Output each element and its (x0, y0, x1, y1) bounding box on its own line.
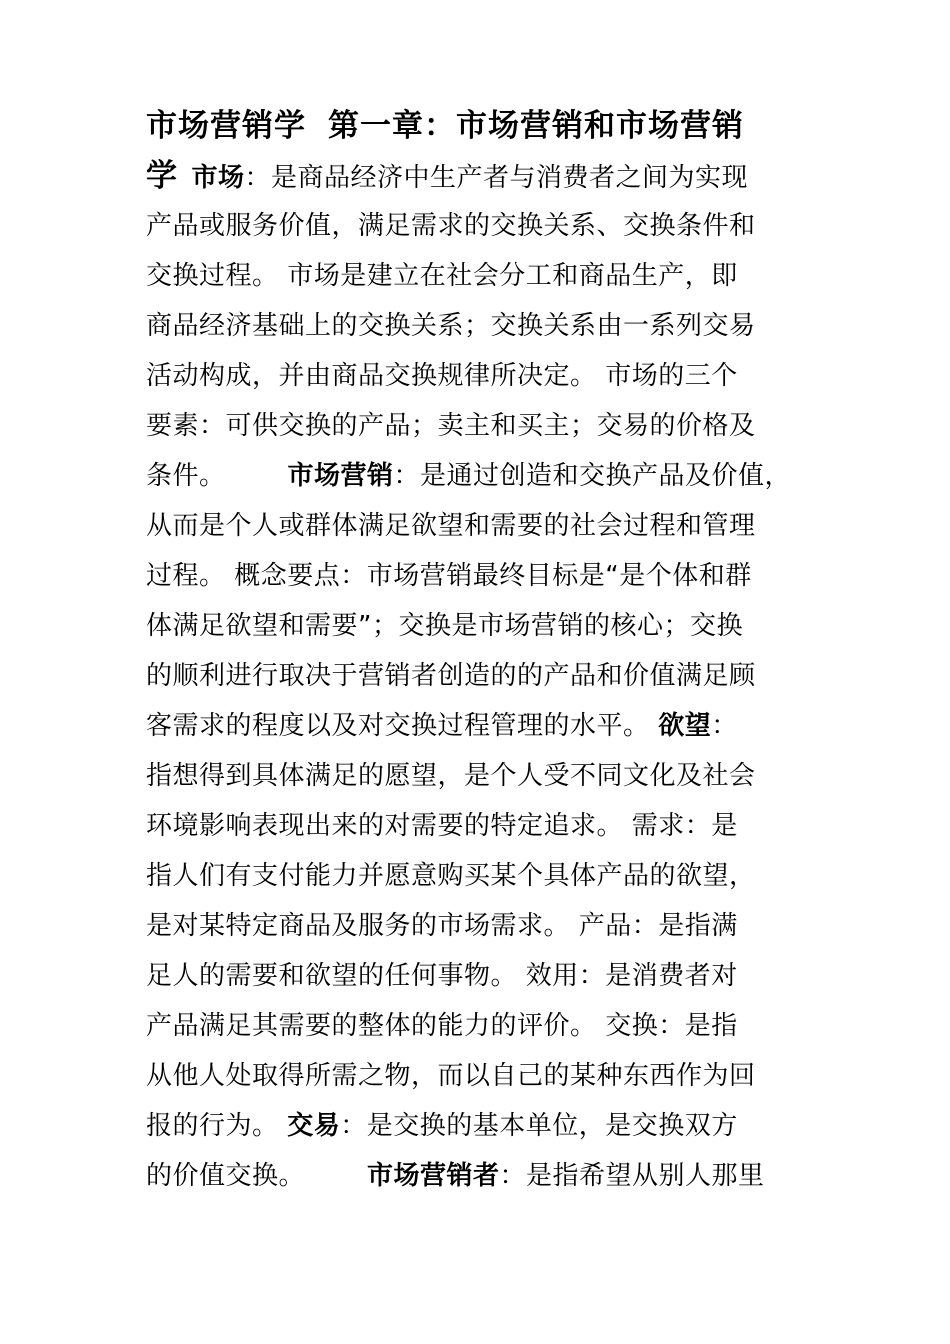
text-segment: 从他人处取得所需之物，而以自己的某种东西作为回 (146, 1061, 756, 1091)
text-line (146, 951, 818, 1001)
text-segment: 报的行为。 (146, 1111, 288, 1141)
text-line (146, 601, 818, 651)
text-segment: ：是通过创造和交换产品及价值， (393, 461, 792, 491)
text-segment: 的价值交换。 (146, 1161, 306, 1191)
text-line (146, 301, 818, 351)
text-segment: ：是指希望从别人那里 (499, 1161, 765, 1191)
text-segment: 交换过程。 市场是建立在社会分工和商品生产，即 (146, 261, 738, 291)
text-segment: 商品经济基础上的交换关系；交换关系由一系列交易 (146, 311, 756, 341)
title-main: 市场营销学 (146, 108, 306, 144)
text-line (146, 1051, 818, 1101)
text-line (146, 251, 818, 301)
text-segment: 从而是个人或群体满足欲望和需要的社会过程和管理 (146, 511, 756, 541)
term-heading: 市场营销 (287, 461, 394, 491)
text-line (146, 401, 818, 451)
text-line (146, 201, 818, 251)
text-line (146, 901, 818, 951)
text-line (146, 651, 818, 701)
text-line (146, 1101, 818, 1151)
title-tail: 学 (146, 158, 178, 194)
term-heading: 市场营销者 (367, 1161, 500, 1191)
term-heading: 欲望 (658, 711, 712, 741)
text-line (146, 501, 818, 551)
term-heading: 市场 (191, 163, 245, 193)
text-line (146, 151, 818, 201)
text-segment: 指想得到具体满足的愿望，是个人受不同文化及社会 (146, 761, 756, 791)
text-segment: 的顺利进行取决于营销者创造的的产品和价值满足顾 (146, 661, 756, 691)
document-page (146, 101, 818, 1201)
text-line (146, 551, 818, 601)
text-segment: 要素：可供交换的产品；卖主和买主；交易的价格及 (146, 411, 756, 441)
text-segment: ：是商品经济中生产者与消费者之间为实现 (244, 163, 749, 193)
text-line (146, 851, 818, 901)
title-chapter: 第一章：市场营销和市场营销 (328, 108, 744, 144)
text-segment: 产品或服务价值，满足需求的交换关系、交换条件和 (146, 211, 756, 241)
text-segment: 是对某特定商品及服务的市场需求。 产品：是指满 (146, 911, 738, 941)
text-line (146, 701, 818, 751)
document-title (146, 101, 818, 151)
text-line (146, 1001, 818, 1051)
text-segment: 足人的需要和欲望的任何事物。 效用：是消费者对 (146, 961, 738, 991)
text-segment: 指人们有支付能力并愿意购买某个具体产品的欲望， (146, 861, 756, 891)
text-segment: 产品满足其需要的整体的能力的评价。 交换：是指 (146, 1011, 738, 1041)
text-line (146, 751, 818, 801)
text-segment: 体满足欲望和需要”；交换是市场营销的核心；交换 (146, 611, 743, 641)
text-segment: 条件。 (146, 461, 226, 491)
text-segment: 客需求的程度以及对交换过程管理的水平。 (146, 711, 659, 741)
text-line (146, 351, 818, 401)
text-segment: 环境影响表现出来的对需要的特定追求。 需求：是 (146, 811, 738, 841)
term-heading: 交易 (287, 1111, 341, 1141)
text-line (146, 451, 818, 501)
text-segment: ：是交换的基本单位，是交换双方 (340, 1111, 738, 1141)
text-line (146, 801, 818, 851)
document-body (146, 151, 818, 1201)
text-segment: ： (711, 711, 738, 741)
text-segment: 活动构成，并由商品交换规律所决定。 市场的三个 (146, 361, 738, 391)
text-segment: 过程。 概念要点：市场营销最终目标是“是个体和群 (146, 561, 752, 591)
text-line (146, 1151, 818, 1201)
